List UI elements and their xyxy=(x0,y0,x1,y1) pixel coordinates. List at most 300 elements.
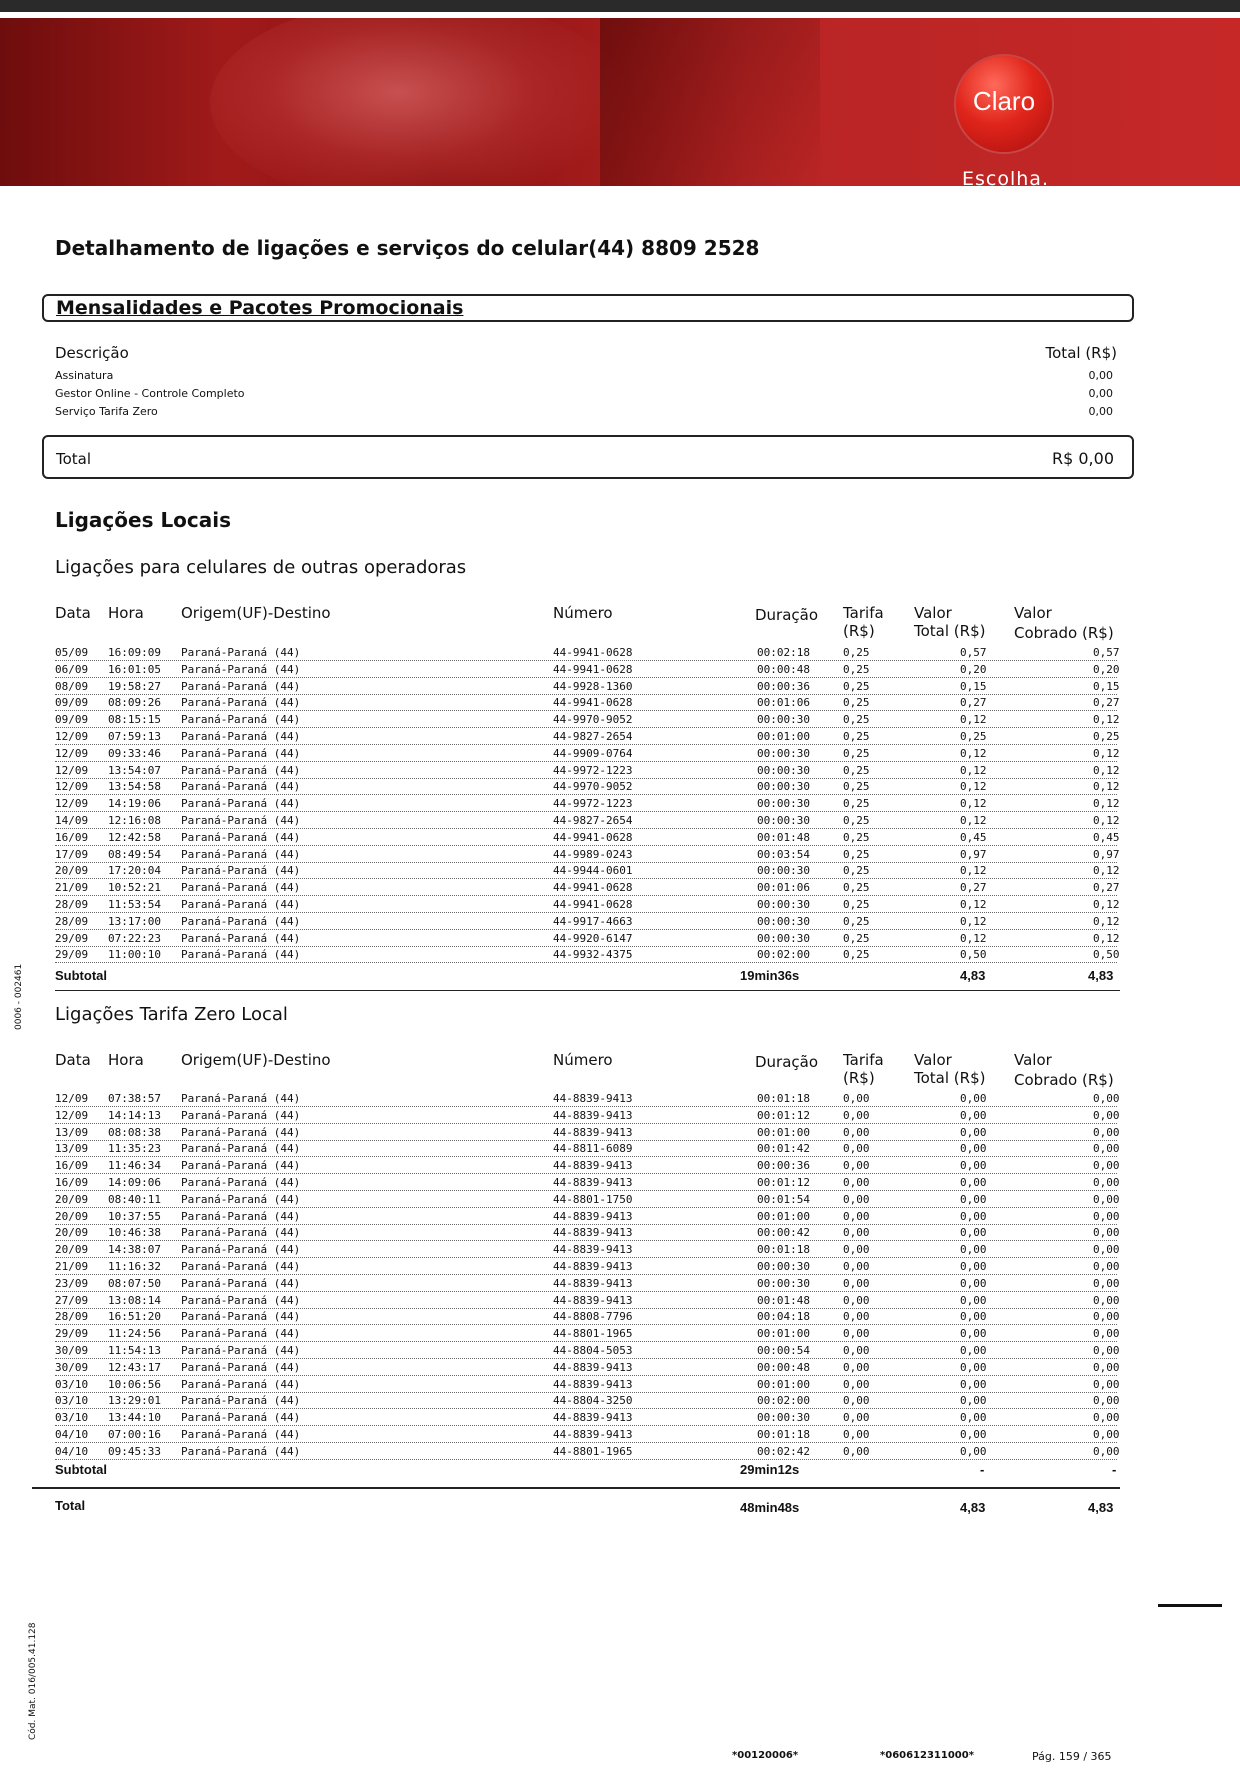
cell-duracao: 00:00:36 xyxy=(757,679,810,693)
cell-tarifa: 0,25 xyxy=(843,646,870,659)
cell-valor-cobrado: 0,00 xyxy=(1093,1276,1120,1290)
total-value: R$ 0,00 xyxy=(1051,449,1114,468)
cell-numero: 44-8801-1965 xyxy=(553,1444,633,1458)
cell-origem: Paraná-Paraná (44) xyxy=(181,780,301,794)
cell-valor-total: 0,12 xyxy=(960,814,987,827)
cell-data: 09/09 xyxy=(55,713,89,727)
cell-numero: 44-8839-9413 xyxy=(553,1092,633,1105)
cell-duracao: 00:00:30 xyxy=(757,1411,810,1425)
cell-duracao: 00:02:00 xyxy=(757,948,810,962)
cell-data: 03/10 xyxy=(55,1411,89,1425)
cell-origem: Paraná-Paraná (44) xyxy=(181,1142,301,1156)
table-row xyxy=(55,777,1120,795)
cell-valor-cobrado: 0,15 xyxy=(1093,679,1120,693)
cell-numero: 44-9941-0628 xyxy=(553,696,633,710)
col-header-vc1: Valor xyxy=(1014,604,1052,622)
cell-data: 05/09 xyxy=(55,646,89,659)
cell-data: 28/09 xyxy=(55,898,89,911)
cell-duracao: 00:01:54 xyxy=(757,1192,810,1206)
cell-hora: 13:54:07 xyxy=(108,763,161,777)
cell-origem: Paraná-Paraná (44) xyxy=(181,1260,301,1273)
cell-origem: Paraná-Paraná (44) xyxy=(181,1226,301,1240)
table-row xyxy=(55,1106,1120,1124)
cell-valor-cobrado: 0,00 xyxy=(1093,1209,1120,1223)
cell-duracao: 00:01:00 xyxy=(757,1125,810,1139)
cell-valor-total: 0,12 xyxy=(960,763,987,777)
cell-tarifa: 0,00 xyxy=(843,1125,870,1139)
cell-numero: 44-8808-7796 xyxy=(553,1310,633,1324)
cell-valor-total: 0,00 xyxy=(960,1176,987,1189)
cell-tarifa: 0,25 xyxy=(843,864,870,878)
col-header-tarifa1: Tarifa xyxy=(843,604,884,622)
cell-tarifa: 0,25 xyxy=(843,847,870,861)
table2-title: Ligações Tarifa Zero Local xyxy=(55,1004,288,1025)
table-row xyxy=(55,744,1120,762)
cell-origem: Paraná-Paraná (44) xyxy=(181,646,301,659)
cell-valor-cobrado: 0,00 xyxy=(1093,1108,1120,1122)
cell-tarifa: 0,00 xyxy=(843,1108,870,1122)
col-header-numero: Número xyxy=(553,604,613,622)
cell-valor-total: 0,00 xyxy=(960,1260,987,1273)
cell-tarifa: 0,25 xyxy=(843,713,870,727)
cell-valor-cobrado: 0,00 xyxy=(1093,1260,1120,1273)
cell-valor-total: 0,12 xyxy=(960,898,987,911)
cell-origem: Paraná-Paraná (44) xyxy=(181,1243,301,1257)
cell-origem: Paraná-Paraná (44) xyxy=(181,1108,301,1122)
cell-valor-cobrado: 0,12 xyxy=(1093,864,1120,878)
cell-duracao: 00:00:30 xyxy=(757,1276,810,1290)
cell-valor-total: 0,00 xyxy=(960,1192,987,1206)
subtotal-label: Subtotal xyxy=(55,968,107,983)
cell-tarifa: 0,25 xyxy=(843,730,870,743)
cell-duracao: 00:00:30 xyxy=(757,713,810,727)
cell-tarifa: 0,25 xyxy=(843,814,870,827)
cell-valor-total: 0,12 xyxy=(960,864,987,878)
cell-numero: 44-8839-9413 xyxy=(553,1360,633,1374)
cell-duracao: 00:01:06 xyxy=(757,881,810,895)
cell-valor-cobrado: 0,12 xyxy=(1093,898,1120,911)
cell-duracao: 00:04:18 xyxy=(757,1310,810,1324)
cell-valor-cobrado: 0,00 xyxy=(1093,1226,1120,1240)
subtotal-total: 4,83 xyxy=(960,968,986,983)
cell-data: 30/09 xyxy=(55,1344,89,1357)
grand-total-cobrado: 4,83 xyxy=(1088,1500,1114,1515)
cell-tarifa: 0,25 xyxy=(843,914,870,928)
cell-origem: Paraná-Paraná (44) xyxy=(181,746,301,760)
logo-text: Claro xyxy=(972,86,1036,116)
cell-origem: Paraná-Paraná (44) xyxy=(181,1176,301,1189)
cell-tarifa: 0,25 xyxy=(843,780,870,794)
cell-valor-cobrado: 0,12 xyxy=(1093,713,1120,727)
cell-tarifa: 0,00 xyxy=(843,1444,870,1458)
desc-item: Serviço Tarifa Zero xyxy=(55,405,158,418)
cell-valor-cobrado: 0,12 xyxy=(1093,780,1120,794)
cell-valor-cobrado: 0,00 xyxy=(1093,1344,1120,1357)
cell-origem: Paraná-Paraná (44) xyxy=(181,1377,301,1391)
cell-numero: 44-8804-3250 xyxy=(553,1394,633,1408)
col-header-tarifa1: Tarifa xyxy=(843,1051,884,1069)
cell-origem: Paraná-Paraná (44) xyxy=(181,1159,301,1173)
cell-numero: 44-8804-5053 xyxy=(553,1344,633,1357)
cell-valor-cobrado: 0,00 xyxy=(1093,1192,1120,1206)
cell-data: 16/09 xyxy=(55,1159,89,1173)
subtotal-cobrado: 4,83 xyxy=(1088,968,1114,983)
cell-duracao: 00:01:12 xyxy=(757,1176,810,1189)
cell-hora: 16:01:05 xyxy=(108,662,161,676)
subtotal-label: Subtotal xyxy=(55,1462,107,1477)
cell-valor-total: 0,00 xyxy=(960,1108,987,1122)
cell-numero: 44-8839-9413 xyxy=(553,1411,633,1425)
cell-tarifa: 0,00 xyxy=(843,1276,870,1290)
cell-tarifa: 0,00 xyxy=(843,1377,870,1391)
page-title: Detalhamento de ligações e serviços do celular(44) 8809 2528 xyxy=(55,236,760,260)
cell-hora: 07:59:13 xyxy=(108,730,161,743)
cell-data: 21/09 xyxy=(55,1260,89,1273)
cell-hora: 07:22:23 xyxy=(108,931,161,945)
cell-tarifa: 0,00 xyxy=(843,1310,870,1324)
cell-data: 16/09 xyxy=(55,830,89,844)
cell-tarifa: 0,25 xyxy=(843,830,870,844)
cell-valor-cobrado: 0,12 xyxy=(1093,931,1120,945)
cell-numero: 44-9970-9052 xyxy=(553,713,633,727)
cell-numero: 44-8839-9413 xyxy=(553,1428,633,1441)
cell-duracao: 00:01:48 xyxy=(757,830,810,844)
table-row xyxy=(55,677,1120,695)
cell-valor-total: 0,12 xyxy=(960,797,987,811)
cell-origem: Paraná-Paraná (44) xyxy=(181,830,301,844)
table-row xyxy=(55,1274,1120,1292)
cell-origem: Paraná-Paraná (44) xyxy=(181,931,301,945)
cell-valor-total: 0,00 xyxy=(960,1226,987,1240)
cell-tarifa: 0,00 xyxy=(843,1209,870,1223)
cell-numero: 44-9972-1223 xyxy=(553,763,633,777)
cell-valor-total: 0,00 xyxy=(960,1444,987,1458)
cell-tarifa: 0,25 xyxy=(843,898,870,911)
table-row xyxy=(55,1341,1120,1359)
margin-mark xyxy=(1158,1604,1222,1607)
desc-value: 0,00 xyxy=(1088,405,1113,418)
cell-origem: Paraná-Paraná (44) xyxy=(181,696,301,710)
col-descricao: Descrição xyxy=(55,344,129,362)
cell-valor-total: 0,27 xyxy=(960,696,987,710)
cell-hora: 19:58:27 xyxy=(108,679,161,693)
table-row xyxy=(55,693,1120,711)
cell-numero: 44-8839-9413 xyxy=(553,1276,633,1290)
cell-data: 28/09 xyxy=(55,914,89,928)
col-header-duracao: Duração xyxy=(755,606,819,624)
cell-data: 28/09 xyxy=(55,1310,89,1324)
cell-numero: 44-9909-0764 xyxy=(553,746,633,760)
table-row xyxy=(55,761,1120,779)
cell-origem: Paraná-Paraná (44) xyxy=(181,1394,301,1408)
cell-hora: 11:53:54 xyxy=(108,898,161,911)
cell-hora: 16:09:09 xyxy=(108,646,161,659)
cell-duracao: 00:00:30 xyxy=(757,864,810,878)
cell-data: 12/09 xyxy=(55,1092,89,1105)
cell-hora: 08:40:11 xyxy=(108,1192,161,1206)
cell-origem: Paraná-Paraná (44) xyxy=(181,1428,301,1441)
col-header-vc2: Cobrado (R$) xyxy=(1014,624,1114,642)
cell-valor-cobrado: 0,00 xyxy=(1093,1159,1120,1173)
cell-valor-cobrado: 0,00 xyxy=(1093,1293,1120,1307)
cell-duracao: 00:00:30 xyxy=(757,814,810,827)
cell-valor-total: 0,00 xyxy=(960,1428,987,1441)
cell-valor-total: 0,00 xyxy=(960,1276,987,1290)
cell-valor-total: 0,12 xyxy=(960,931,987,945)
cell-data: 08/09 xyxy=(55,679,89,693)
cell-duracao: 00:01:12 xyxy=(757,1108,810,1122)
cell-data: 06/09 xyxy=(55,662,89,676)
cell-hora: 17:20:04 xyxy=(108,864,161,878)
cell-tarifa: 0,25 xyxy=(843,797,870,811)
cell-tarifa: 0,25 xyxy=(843,763,870,777)
cell-duracao: 00:00:42 xyxy=(757,1226,810,1240)
col-header-origem: Origem(UF)-Destino xyxy=(181,604,331,622)
ligacoes-locais-heading: Ligações Locais xyxy=(55,508,232,532)
cell-numero: 44-8839-9413 xyxy=(553,1108,633,1122)
cell-valor-total: 0,00 xyxy=(960,1310,987,1324)
cell-valor-total: 0,00 xyxy=(960,1377,987,1391)
cell-duracao: 00:02:18 xyxy=(757,646,810,659)
cell-hora: 11:35:23 xyxy=(108,1142,161,1156)
cell-valor-cobrado: 0,00 xyxy=(1093,1394,1120,1408)
cell-duracao: 00:01:00 xyxy=(757,1327,810,1341)
desc-value: 0,00 xyxy=(1088,369,1113,382)
cell-origem: Paraná-Paraná (44) xyxy=(181,730,301,743)
col-header-vt2: Total (R$) xyxy=(914,1069,986,1087)
cell-hora: 07:00:16 xyxy=(108,1428,161,1441)
cell-hora: 13:08:14 xyxy=(108,1293,161,1307)
table-row xyxy=(55,945,1120,963)
cell-tarifa: 0,25 xyxy=(843,696,870,710)
table-row xyxy=(55,828,1120,846)
cell-valor-total: 0,27 xyxy=(960,881,987,895)
cell-data: 20/09 xyxy=(55,1209,89,1223)
table-row xyxy=(55,1139,1120,1157)
cell-valor-total: 0,00 xyxy=(960,1243,987,1257)
cell-tarifa: 0,00 xyxy=(843,1344,870,1357)
subtotal-cobrado: - xyxy=(1112,1462,1117,1477)
cell-duracao: 00:03:54 xyxy=(757,847,810,861)
mensalidades-total-box xyxy=(42,435,1134,479)
cell-hora: 09:33:46 xyxy=(108,746,161,760)
cell-origem: Paraná-Paraná (44) xyxy=(181,1344,301,1357)
col-header-tarifa2: (R$) xyxy=(843,1069,875,1087)
cell-duracao: 00:02:00 xyxy=(757,1394,810,1408)
cell-origem: Paraná-Paraná (44) xyxy=(181,864,301,878)
barcode-text-2: *060612311000* xyxy=(880,1750,974,1761)
cell-numero: 44-9989-0243 xyxy=(553,847,633,861)
cell-valor-total: 0,50 xyxy=(960,948,987,962)
cell-data: 20/09 xyxy=(55,1243,89,1257)
table-row xyxy=(55,1408,1120,1426)
cell-tarifa: 0,25 xyxy=(843,679,870,693)
cell-valor-cobrado: 0,12 xyxy=(1093,814,1120,827)
cell-data: 09/09 xyxy=(55,696,89,710)
cell-data: 13/09 xyxy=(55,1125,89,1139)
cell-valor-cobrado: 0,12 xyxy=(1093,797,1120,811)
cell-valor-cobrado: 0,00 xyxy=(1093,1411,1120,1425)
cell-data: 20/09 xyxy=(55,1226,89,1240)
cell-valor-cobrado: 0,50 xyxy=(1093,948,1120,962)
cell-valor-cobrado: 0,45 xyxy=(1093,830,1120,844)
cell-origem: Paraná-Paraná (44) xyxy=(181,948,301,962)
cell-valor-total: 0,00 xyxy=(960,1293,987,1307)
cell-data: 03/10 xyxy=(55,1394,89,1408)
cell-hora: 11:00:10 xyxy=(108,948,161,962)
cell-hora: 14:38:07 xyxy=(108,1243,161,1257)
cell-tarifa: 0,25 xyxy=(843,948,870,962)
cell-valor-total: 0,12 xyxy=(960,713,987,727)
table-row xyxy=(55,1207,1120,1225)
cell-tarifa: 0,00 xyxy=(843,1159,870,1173)
table-row xyxy=(55,1240,1120,1258)
cell-tarifa: 0,00 xyxy=(843,1192,870,1206)
cell-duracao: 00:00:30 xyxy=(757,1260,810,1273)
cell-data: 12/09 xyxy=(55,797,89,811)
material-code: Cód. Mat. 016/005.41.128 xyxy=(28,1622,38,1740)
cell-valor-total: 0,20 xyxy=(960,662,987,676)
cell-hora: 13:54:58 xyxy=(108,780,161,794)
cell-hora: 11:24:56 xyxy=(108,1327,161,1341)
cell-valor-cobrado: 0,12 xyxy=(1093,746,1120,760)
cell-duracao: 00:00:30 xyxy=(757,797,810,811)
grand-total-duracao: 48min48s xyxy=(740,1500,800,1515)
subtotal-duracao: 29min12s xyxy=(740,1462,800,1477)
cell-duracao: 00:00:30 xyxy=(757,746,810,760)
cell-numero: 44-9941-0628 xyxy=(553,881,633,895)
cell-hora: 08:07:50 xyxy=(108,1276,161,1290)
col-header-tarifa2: (R$) xyxy=(843,622,875,640)
cell-valor-total: 0,00 xyxy=(960,1209,987,1223)
page-number: Pág. 159 / 365 xyxy=(1032,1750,1112,1763)
grand-total-label: Total xyxy=(55,1498,86,1513)
cell-hora: 14:09:06 xyxy=(108,1176,161,1189)
col-header-hora: Hora xyxy=(108,604,144,622)
cell-valor-total: 0,00 xyxy=(960,1360,987,1374)
cell-origem: Paraná-Paraná (44) xyxy=(181,1209,301,1223)
cell-hora: 13:17:00 xyxy=(108,914,161,928)
cell-origem: Paraná-Paraná (44) xyxy=(181,797,301,811)
cell-numero: 44-9941-0628 xyxy=(553,898,633,911)
table-row xyxy=(55,1223,1120,1241)
col-header-vt1: Valor xyxy=(914,1051,952,1069)
cell-numero: 44-9932-4375 xyxy=(553,948,633,962)
cell-duracao: 00:01:42 xyxy=(757,1142,810,1156)
cell-tarifa: 0,25 xyxy=(843,662,870,676)
cell-valor-cobrado: 0,25 xyxy=(1093,730,1120,743)
cell-hora: 12:16:08 xyxy=(108,814,161,827)
cell-hora: 11:54:13 xyxy=(108,1344,161,1357)
cell-numero: 44-8801-1750 xyxy=(553,1192,633,1206)
cell-valor-total: 0,12 xyxy=(960,914,987,928)
cell-numero: 44-8839-9413 xyxy=(553,1125,633,1139)
cell-data: 20/09 xyxy=(55,1192,89,1206)
cell-valor-cobrado: 0,00 xyxy=(1093,1142,1120,1156)
header-banner xyxy=(0,18,1240,186)
cell-duracao: 00:00:30 xyxy=(757,780,810,794)
cell-origem: Paraná-Paraná (44) xyxy=(181,763,301,777)
cell-hora: 13:29:01 xyxy=(108,1394,161,1408)
cell-valor-total: 0,00 xyxy=(960,1159,987,1173)
cell-hora: 12:42:58 xyxy=(108,830,161,844)
cell-data: 12/09 xyxy=(55,1108,89,1122)
table-row xyxy=(55,1190,1120,1208)
cell-origem: Paraná-Paraná (44) xyxy=(181,1360,301,1374)
cell-numero: 44-8839-9413 xyxy=(553,1209,633,1223)
cell-data: 16/09 xyxy=(55,1176,89,1189)
cell-valor-total: 0,00 xyxy=(960,1142,987,1156)
cell-valor-total: 0,00 xyxy=(960,1125,987,1139)
cell-hora: 08:15:15 xyxy=(108,713,161,727)
cell-data: 27/09 xyxy=(55,1293,89,1307)
col-header-vt1: Valor xyxy=(914,604,952,622)
cell-origem: Paraná-Paraná (44) xyxy=(181,679,301,693)
cell-data: 12/09 xyxy=(55,763,89,777)
cell-hora: 11:46:34 xyxy=(108,1159,161,1173)
cell-tarifa: 0,00 xyxy=(843,1394,870,1408)
cell-origem: Paraná-Paraná (44) xyxy=(181,1125,301,1139)
cell-valor-total: 0,97 xyxy=(960,847,987,861)
cell-origem: Paraná-Paraná (44) xyxy=(181,1444,301,1458)
cell-duracao: 00:01:00 xyxy=(757,730,810,743)
table-row xyxy=(55,811,1120,829)
cell-hora: 13:44:10 xyxy=(108,1411,161,1425)
cell-valor-cobrado: 0,27 xyxy=(1093,881,1120,895)
table-row xyxy=(55,1391,1120,1409)
cell-duracao: 00:01:18 xyxy=(757,1428,810,1441)
cell-valor-total: 0,00 xyxy=(960,1327,987,1341)
cell-valor-total: 0,25 xyxy=(960,730,987,743)
cell-duracao: 00:00:30 xyxy=(757,914,810,928)
table-row xyxy=(55,912,1120,930)
cell-duracao: 00:00:48 xyxy=(757,662,810,676)
table-row xyxy=(55,1307,1120,1325)
cell-data: 29/09 xyxy=(55,948,89,962)
col-header-vt2: Total (R$) xyxy=(914,622,986,640)
cell-valor-cobrado: 0,00 xyxy=(1093,1428,1120,1441)
table-row xyxy=(55,845,1120,863)
cell-numero: 44-9941-0628 xyxy=(553,662,633,676)
cell-numero: 44-9970-9052 xyxy=(553,780,633,794)
cell-numero: 44-8839-9413 xyxy=(553,1226,633,1240)
cell-duracao: 00:00:30 xyxy=(757,931,810,945)
table-row xyxy=(55,1123,1120,1141)
cell-numero: 44-8839-9413 xyxy=(553,1159,633,1173)
table-row xyxy=(55,660,1120,678)
cell-hora: 16:51:20 xyxy=(108,1310,161,1324)
cell-valor-cobrado: 0,12 xyxy=(1093,763,1120,777)
cell-hora: 14:19:06 xyxy=(108,797,161,811)
cell-origem: Paraná-Paraná (44) xyxy=(181,1293,301,1307)
cell-origem: Paraná-Paraná (44) xyxy=(181,847,301,861)
cell-valor-cobrado: 0,12 xyxy=(1093,914,1120,928)
table-row xyxy=(55,1156,1120,1174)
col-header-data: Data xyxy=(55,604,91,622)
slogan: Escolha. xyxy=(962,168,1049,186)
cell-hora: 08:09:26 xyxy=(108,696,161,710)
cell-data: 20/09 xyxy=(55,864,89,878)
cell-data: 13/09 xyxy=(55,1142,89,1156)
cell-numero: 44-8839-9413 xyxy=(553,1260,633,1273)
cell-valor-total: 0,00 xyxy=(960,1411,987,1425)
cell-tarifa: 0,00 xyxy=(843,1293,870,1307)
cell-valor-cobrado: 0,00 xyxy=(1093,1377,1120,1391)
cell-data: 04/10 xyxy=(55,1428,89,1441)
top-bar xyxy=(0,0,1240,12)
cell-tarifa: 0,00 xyxy=(843,1327,870,1341)
cell-hora: 11:16:32 xyxy=(108,1260,161,1273)
